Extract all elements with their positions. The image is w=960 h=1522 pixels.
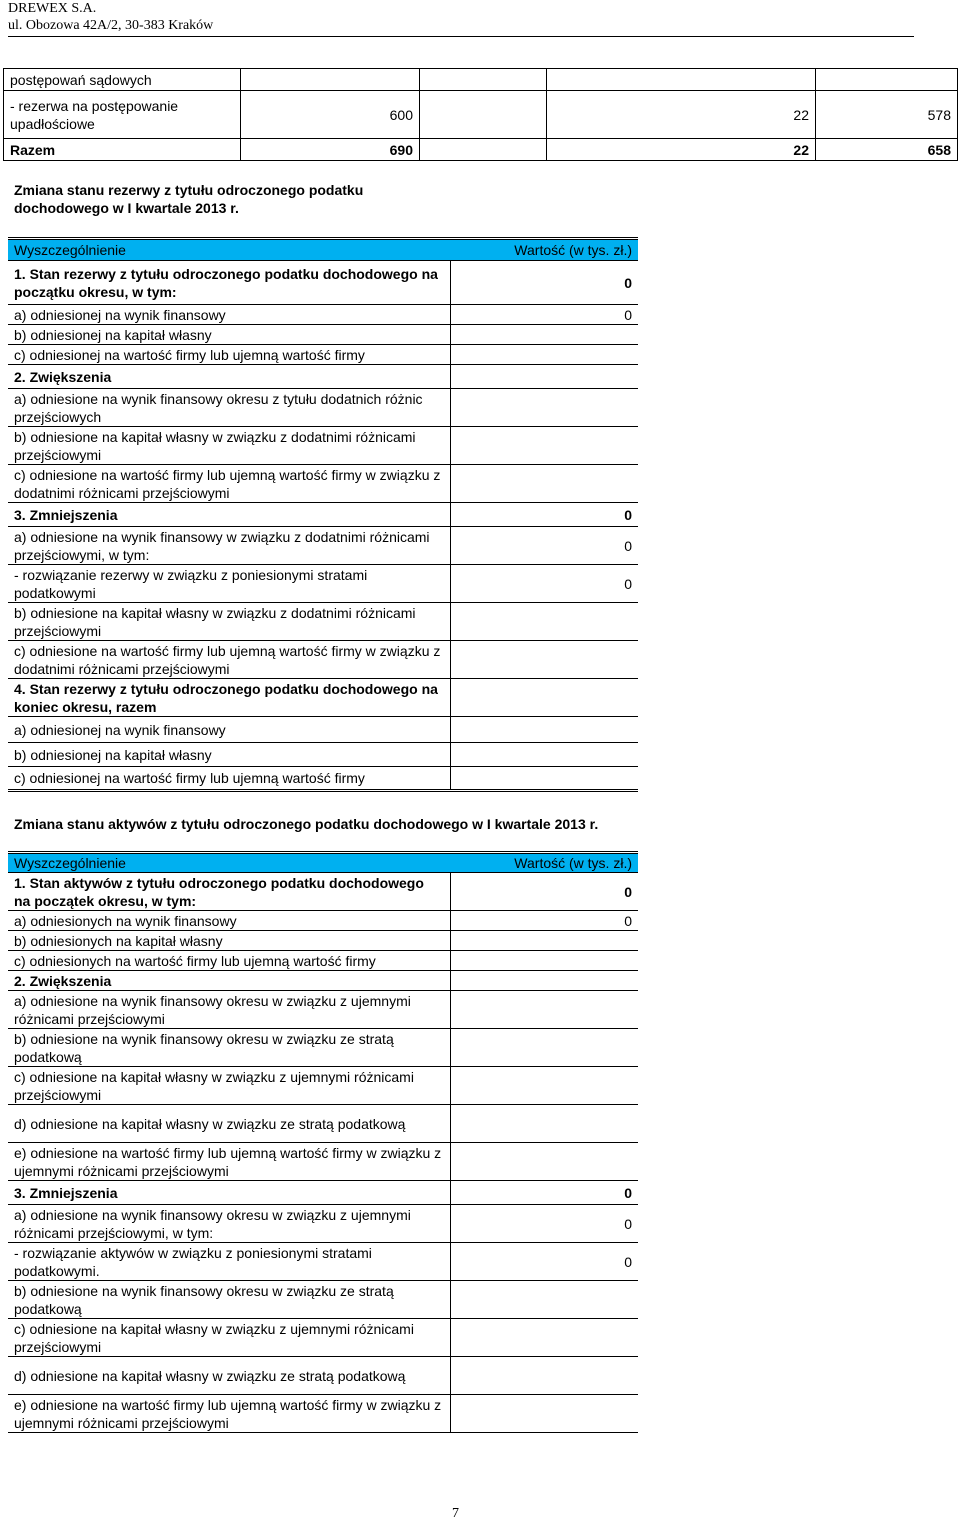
deferred-tax-assets-table [8,851,638,1433]
row-label: d) odniesione na kapitał własny w związku ze stratą podatkową [8,1357,450,1395]
table-row [8,1143,638,1181]
cell-value [547,69,816,91]
row-label: b) odniesionej na kapitał własny [8,743,450,767]
row-label: b) odniesionej na kapitał własny [8,325,450,345]
table-row [8,717,638,743]
row-label: a) odniesionej na wynik finansowy [8,717,450,743]
cell-value: 22 [547,91,816,139]
row-value [450,465,638,503]
row-label: 2. Zwiększenia [8,971,450,991]
row-value: 0 [450,305,638,325]
row-label: b) odniesione na wynik finansowy okresu w związku ze stratą podatkową [8,1281,450,1319]
page-number: 7 [452,1506,459,1521]
row-label: c) odniesione na wartość firmy lub ujemną wartość firmy w związku z dodatnimi różnicami przejściowymi [8,465,450,503]
table-row [8,345,638,365]
table-row [8,1357,638,1395]
row-label: a) odniesione na wynik finansowy okresu w związku z ujemnymi różnicami przejściowymi, w tym: [8,1205,450,1243]
row-value [450,1357,638,1395]
row-label: 3. Zmniejszenia [8,503,450,527]
row-value [450,679,638,717]
provisions-summary-table [3,68,958,161]
table-row [8,1281,638,1319]
company-address: ul. Obozowa 42A/2, 30-383 Kraków [8,18,214,33]
row-label: c) odniesionych na wartość firmy lub ujemną wartość firmy [8,951,450,971]
row-label: postępowań sądowych [4,69,241,91]
row-label: d) odniesione na kapitał własny w związku ze stratą podatkową [8,1105,450,1143]
table-row [8,743,638,767]
section-title-reserve: Zmiana stanu rezerwy z tytułu odroczonego podatku dochodowego w I kwartale 2013 r. [14,182,364,216]
row-value: 0 [450,1205,638,1243]
row-value [450,1143,638,1181]
row-value [450,767,638,791]
row-value [450,971,638,991]
row-label: a) odniesione na wynik finansowy okresu z tytułu dodatnich różnic przejściowych [8,389,450,427]
table-row [8,931,638,951]
table-row [8,1319,638,1357]
table-row [4,69,958,91]
table-header [8,853,638,873]
row-value: 0 [450,527,638,565]
row-value [450,951,638,971]
row-value [450,365,638,389]
table-row [8,1395,638,1433]
row-label: - rozwiązanie aktywów w związku z poniesionymi stratami podatkowymi. [8,1243,450,1281]
table-row [8,603,638,641]
row-value: 0 [450,873,638,911]
row-value [450,1281,638,1319]
row-label: a) odniesione na wynik finansowy w związku z dodatnimi różnicami przejściowymi, w tym: [8,527,450,565]
row-value: 0 [450,565,638,603]
document-header [8,0,213,34]
row-value: 0 [450,503,638,527]
row-label: 1. Stan rezerwy z tytułu odroczonego podatku dochodowego na początku okresu, w tym: [8,261,450,305]
row-label: a) odniesionych na wynik finansowy [8,911,450,931]
table-row [8,679,638,717]
table-row-total [4,139,958,161]
row-value: 0 [450,911,638,931]
column-header: Wartość (w tys. zł.) [450,853,638,873]
row-label: 4. Stan rezerwy z tytułu odroczonego podatku dochodowego na koniec okresu, razem [8,679,450,717]
table-row [8,305,638,325]
cell-value: 658 [816,139,958,161]
row-value [450,1395,638,1433]
cell-value [420,69,547,91]
row-value [450,743,638,767]
cell-value [241,69,420,91]
row-value [450,931,638,951]
row-label: c) odniesione na wartość firmy lub ujemną wartość firmy w związku z dodatnimi różnicami przejściowymi [8,641,450,679]
column-header: Wyszczególnienie [8,239,450,261]
row-label: e) odniesione na wartość firmy lub ujemną wartość firmy w związku z ujemnymi różnicami przejściowymi [8,1143,450,1181]
cell-value [420,91,547,139]
table-row [8,503,638,527]
row-value [450,1319,638,1357]
row-label: 2. Zwiększenia [8,365,450,389]
row-label: a) odniesione na wynik finansowy okresu w związku z ujemnymi różnicami przejściowymi [8,991,450,1029]
row-label: 3. Zmniejszenia [8,1181,450,1205]
table-row [8,389,638,427]
row-value [450,1029,638,1067]
table-row [8,1243,638,1281]
row-value [450,1067,638,1105]
table-row [8,767,638,791]
table-row [8,1205,638,1243]
table-row [8,873,638,911]
table-row [8,1067,638,1105]
table-row [8,465,638,503]
table-row [8,565,638,603]
row-value [450,991,638,1029]
row-value [450,389,638,427]
row-value [450,603,638,641]
table-row [8,325,638,345]
table-row [8,427,638,465]
row-label: 1. Stan aktywów z tytułu odroczonego podatku dochodowego na początek okresu, w tym: [8,873,450,911]
company-name: DREWEX S.A. [8,1,97,16]
row-value [450,345,638,365]
table-row [8,1181,638,1205]
row-label: c) odniesionej na wartość firmy lub ujemną wartość firmy [8,345,450,365]
row-label: c) odniesionej na wartość firmy lub ujemną wartość firmy [8,767,450,791]
row-value [450,1105,638,1143]
deferred-tax-reserve-table [8,237,638,792]
row-label: - rezerwa na postępowanie upadłościowe [4,91,241,139]
column-header: Wartość (w tys. zł.) [450,239,638,261]
row-label: e) odniesione na wartość firmy lub ujemną wartość firmy w związku z ujemnymi różnicami przejściowymi [8,1395,450,1433]
cell-value: 22 [547,139,816,161]
table-row [8,1105,638,1143]
table-row [8,991,638,1029]
table-header [8,239,638,261]
row-value: 0 [450,1243,638,1281]
row-label: c) odniesione na kapitał własny w związku z ujemnymi różnicami przejściowymi [8,1067,450,1105]
row-label: a) odniesionej na wynik finansowy [8,305,450,325]
table-row [8,641,638,679]
cell-value: 578 [816,91,958,139]
table-row [4,91,958,139]
row-label: - rozwiązanie rezerwy w związku z poniesionymi stratami podatkowymi [8,565,450,603]
section-title-assets: Zmiana stanu aktywów z tytułu odroczonego podatku dochodowego w I kwartale 2013 r. [14,816,599,832]
row-value: 0 [450,1181,638,1205]
row-label: c) odniesione na kapitał własny w związku z ujemnymi różnicami przejściowymi [8,1319,450,1357]
row-label: b) odniesione na kapitał własny w związku z dodatnimi różnicami przejściowymi [8,603,450,641]
table-row [8,971,638,991]
table-row [8,365,638,389]
table-row [8,911,638,931]
table-row [8,527,638,565]
header-divider [8,36,914,37]
row-value [450,325,638,345]
table-row [8,261,638,305]
row-label: b) odniesionych na kapitał własny [8,931,450,951]
cell-value [816,69,958,91]
cell-value: 690 [241,139,420,161]
column-header: Wyszczególnienie [8,853,450,873]
row-label: b) odniesione na kapitał własny w związku z dodatnimi różnicami przejściowymi [8,427,450,465]
cell-value [420,139,547,161]
table-row [8,951,638,971]
table-row [8,1029,638,1067]
row-label: b) odniesione na wynik finansowy okresu w związku ze stratą podatkową [8,1029,450,1067]
row-value: 0 [450,261,638,305]
row-value [450,427,638,465]
cell-value: 600 [241,91,420,139]
row-value [450,641,638,679]
row-label: Razem [4,139,241,161]
row-value [450,717,638,743]
